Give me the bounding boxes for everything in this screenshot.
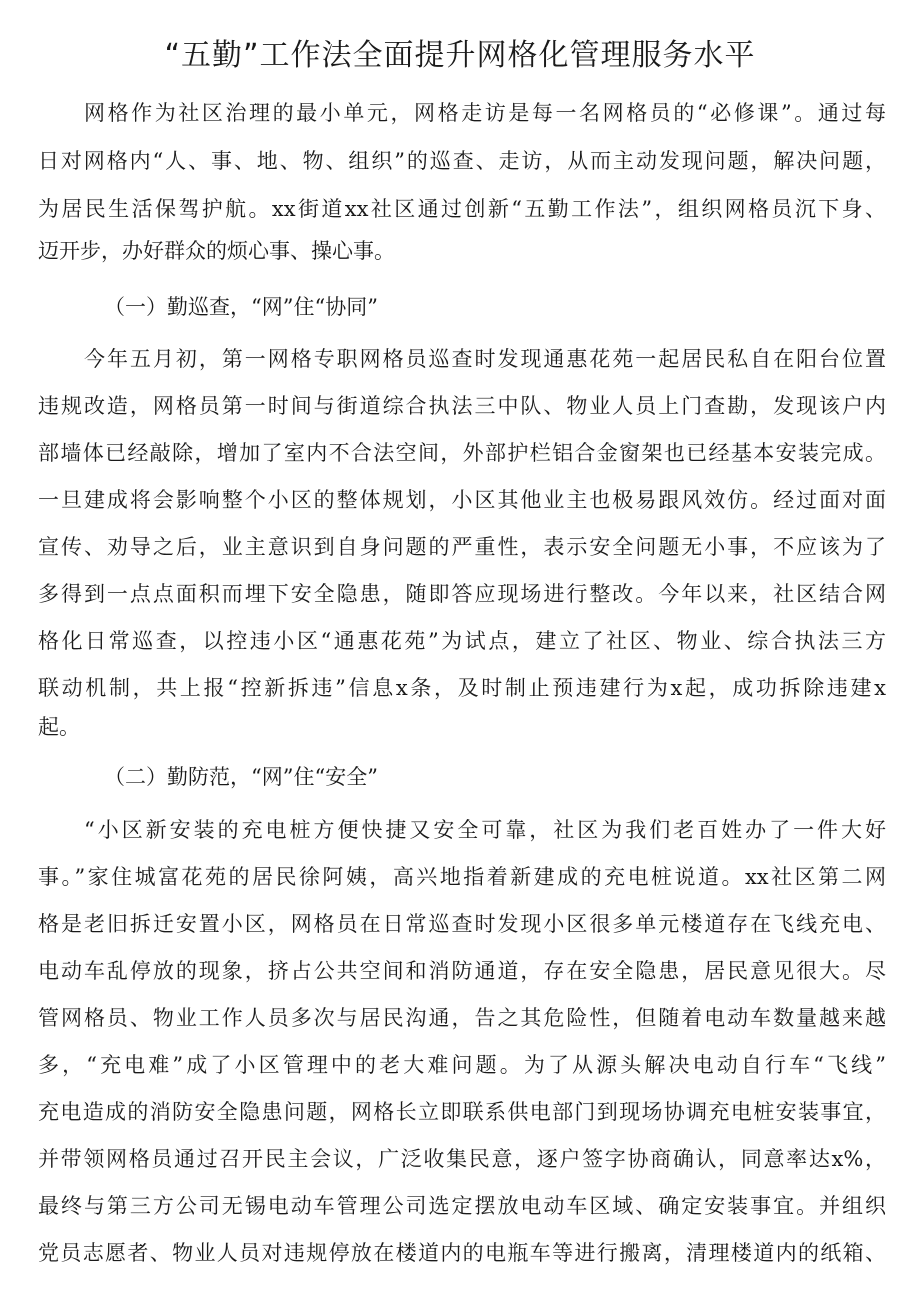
paragraph-2-line-2: 违规改造，网格员第一时间与街道综合执法三中队、物业人员上门查勘，发现该户内	[38, 394, 886, 418]
paragraph-3-line-10: 党员志愿者、物业人员对违规停放在楼道内的电瓶车等进行搬离，清理楼道内的纸箱、	[38, 1241, 886, 1265]
paragraph-2-line-4: 一旦建成将会影响整个小区的整体规划，小区其他业主也极易跟风效仿。经过面对面	[38, 488, 886, 512]
paragraph-1-line-1: 网格作为社区治理的最小单元，网格走访是每一名网格员的“必修课”。通过每	[84, 101, 886, 125]
paragraph-1-line-2: 日对网格内“人、事、地、物、组织”的巡查、走访，从而主动发现问题，解决问题，	[38, 149, 886, 173]
paragraph-3-line-9: 最终与第三方公司无锡电动车管理公司选定摆放电动车区域、确定安装事宜。并组织	[38, 1194, 886, 1218]
paragraph-3-line-7: 充电造成的消防安全隐患问题，网格长立即联系供电部门到现场协调充电桩安装事宜，	[38, 1100, 886, 1124]
paragraph-2-line-7: 格化日常巡查，以控违小区“通惠花苑”为试点，建立了社区、物业、综合执法三方	[38, 629, 886, 653]
paragraph-2-line-8: 联动机制，共上报“控新拆违”信息x条，及时制止预违建行为x起，成功拆除违建x	[38, 676, 886, 700]
paragraph-2-line-9: 起。	[38, 715, 80, 739]
paragraph-3-line-6: 多，“充电难”成了小区管理中的老大难问题。为了从源头解决电动自行车“飞线”	[38, 1053, 886, 1077]
paragraph-3-line-2: 事。”家住城富花苑的居民徐阿姨，高兴地指着新建成的充电桩说道。xx社区第二网	[38, 865, 886, 889]
paragraph-2-line-3: 部墙体已经敲除，增加了室内不合法空间，外部护栏铝合金窗架也已经基本安装完成。	[38, 441, 886, 465]
paragraph-3-line-5: 管网格员、物业工作人员多次与居民沟通，告之其危险性，但随着电动车数量越来越	[38, 1006, 886, 1030]
paragraph-3-line-4: 电动车乱停放的现象，挤占公共空间和消防通道，存在安全隐患，居民意见很大。尽	[38, 959, 886, 983]
paragraph-2-line-5: 宣传、劝导之后，业主意识到自身问题的严重性，表示安全问题无小事，不应该为了	[38, 535, 886, 559]
section-heading-2: （二）勤防范，“网”住“安全”	[104, 765, 378, 789]
paragraph-3-line-8: 并带领网格员通过召开民主会议，广泛收集民意，逐户签字协商确认，同意率达x%，	[38, 1147, 886, 1171]
paragraph-3-line-1: “小区新安装的充电桩方便快捷又安全可靠，社区为我们老百姓办了一件大好	[84, 818, 886, 842]
paragraph-2-line-6: 多得到一点点面积而埋下安全隐患，随即答应现场进行整改。今年以来，社区结合网	[38, 582, 886, 606]
paragraph-1-line-3: 为居民生活保驾护航。xx街道xx社区通过创新“五勤工作法”，组织网格员沉下身、	[38, 197, 886, 221]
paragraph-1-line-4: 迈开步，办好群众的烦心事、操心事。	[38, 239, 395, 263]
paragraph-2-line-1: 今年五月初，第一网格专职网格员巡查时发现通惠花苑一起居民私自在阳台位置	[84, 347, 886, 371]
section-heading-1: （一）勤巡查，“网”住“协同”	[104, 295, 378, 319]
paragraph-3-line-3: 格是老旧拆迁安置小区，网格员在日常巡查时发现小区很多单元楼道存在飞线充电、	[38, 912, 886, 936]
document-title: “五勤”工作法全面提升网格化管理服务水平	[164, 38, 756, 73]
